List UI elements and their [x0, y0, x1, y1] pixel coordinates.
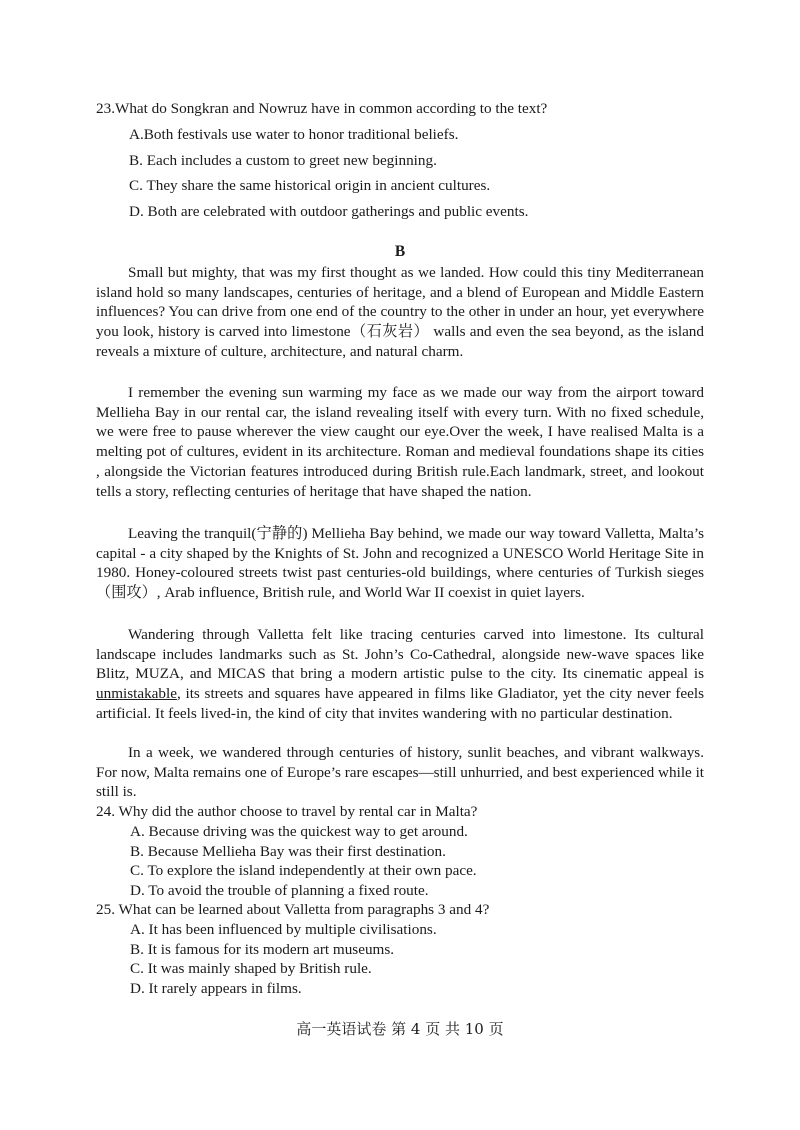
question-25: 25. What can be learned about Valletta from paragraphs 3 and 4? — [96, 901, 490, 918]
option-23-d: D. Both are celebrated with outdoor gatherings and public events. — [129, 203, 529, 220]
passage-paragraph-4 — [96, 625, 704, 724]
section-title: B — [394, 243, 406, 260]
option-25-a: A. It has been influenced by multiple civilisations. — [130, 921, 437, 938]
option-24-c: C. To explore the island independently at their own pace. — [130, 862, 477, 879]
option-23-c: C. They share the same historical origin in ancient cultures. — [129, 177, 491, 194]
option-25-c: C. It was mainly shaped by British rule. — [130, 960, 372, 977]
page-footer: 高一英语试卷 第 4 页 共 10 页 — [296, 1020, 504, 1038]
option-24-b: B. Because Mellieha Bay was their first destination. — [130, 843, 446, 860]
option-25-d: D. It rarely appears in films. — [130, 980, 302, 997]
option-23-a: A.Both festivals use water to honor traditional beliefs. — [129, 126, 459, 143]
question-23: 23.What do Songkran and Nowruz have in common according to the text? — [96, 100, 548, 117]
option-24-a: A. Because driving was the quickest way to get around. — [130, 823, 468, 840]
paragraph-4-text-start: Wandering through Valletta felt like tracing centuries carved into limestone. Its cultural landscape includes landmarks such as St. John’s Co-Cathedral, alongside new-wave spaces like Blitz, MUZA, and MICAS that bring a modern artistic pulse to the city. Its cinematic appeal is — [96, 626, 704, 683]
passage-paragraph-2: I remember the evening sun warming my face as we made our way from the airport toward Mellieha Bay in our rental car, the island revealing itself with every turn. With no fixed schedule, we were free to pause wherever the view caught our eye.Over the week, I have realised Malta is a melting pot of cultures, evident in its architecture. Roman and medieval foundations shape its cities , alongside the Victorian features introduced during British rule.Each landmark, street, and lookout tells a story, reflecting centuries of heritage that have shaped the nation. — [96, 384, 704, 500]
passage-paragraph-3: Leaving the tranquil(宁静的) Mellieha Bay behind, we made our way toward Valletta, Malta’s capital - a city shaped by the Knights of St. John and recognized a UNESCO World Heritage Site in 1980. Honey-coloured streets twist past centuries-old buildings, where centuries of Turkish sieges（围攻）, Arab influence, British rule, and World War II coexist in quiet layers. — [96, 525, 704, 602]
passage-paragraph-1: Small but mighty, that was my first thought as we landed. How could this tiny Mediterranean island hold so many landscapes, centuries of heritage, and a blend of European and Middle Eastern influences? You can drive from one end of the country to the other in under an hour, yet everywhere you look, history is carved into limestone（石灰岩） walls and even the sea beyond, as the island reveals a mixture of culture, architecture, and natural charm. — [96, 264, 704, 360]
paragraph-4-text-end: , its streets and squares have appeared in films like Gladiator, yet the city never feels artificial. It feels lived-in, the kind of city that invites wandering with no particular destination. — [96, 685, 704, 722]
passage-paragraph-5: In a week, we wandered through centuries of history, sunlit beaches, and vibrant walkways. For now, Malta remains one of Europe’s rare escapes—still unhurried, and best experienced while it still is. — [96, 744, 705, 801]
option-24-d: D. To avoid the trouble of planning a fixed route. — [130, 882, 429, 899]
question-24: 24. Why did the author choose to travel by rental car in Malta? — [96, 803, 478, 820]
underlined-word: unmistakable — [96, 685, 177, 703]
option-25-b: B. It is famous for its modern art museums. — [130, 941, 395, 958]
option-23-b: B. Each includes a custom to greet new beginning. — [129, 152, 437, 169]
